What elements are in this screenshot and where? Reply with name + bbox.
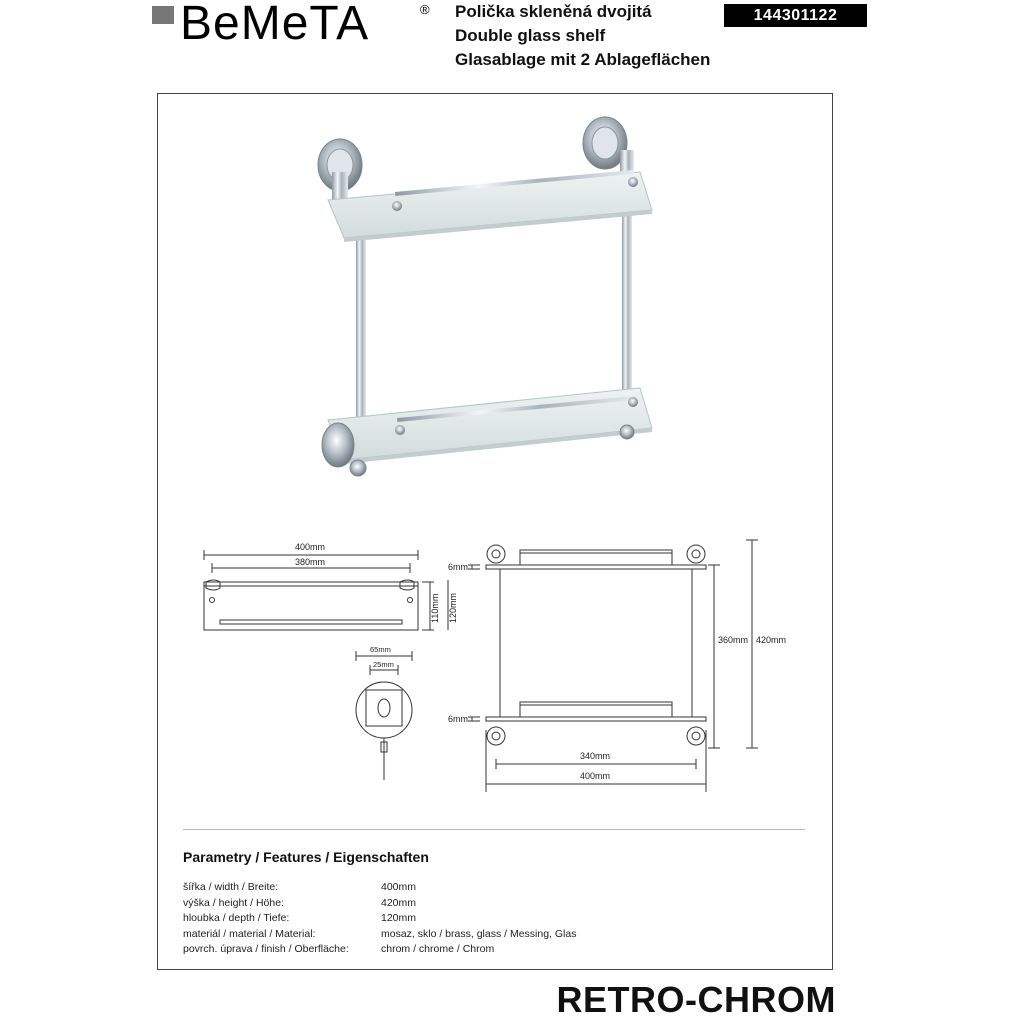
spec-label-finish: povrch. úprava / finish / Oberfläche: — [183, 943, 349, 956]
brand-name: BeMeTA — [180, 0, 370, 50]
side-view — [468, 540, 758, 792]
front-height-a-label: 110mm — [430, 593, 440, 623]
mount-dim-outer-label: 65mm — [370, 645, 391, 654]
top-left-mount — [318, 139, 362, 200]
side-height-outer-label: 420mm — [756, 635, 787, 645]
side-width-outer-label: 400mm — [580, 771, 611, 781]
product-code-badge: 144301122 — [724, 4, 867, 27]
spec-label-width: šířka / width / Breite: — [183, 881, 279, 893]
collection-name: RETRO-CHROM — [556, 979, 836, 1020]
front-view — [204, 550, 448, 630]
title-czech: Polička skleněná dvojitá — [455, 2, 652, 21]
title-english: Double glass shelf — [455, 26, 606, 45]
spec-value-height: 420mm — [381, 896, 417, 909]
registered-mark: ® — [420, 2, 430, 17]
bottom-glass-shelf — [328, 388, 652, 460]
title-german: Glasablage mit 2 Ablageflächen — [455, 50, 711, 69]
mount-detail-view — [356, 651, 412, 780]
spec-value-material: mosaz, sklo / brass, glass / Messing, Glas — [381, 927, 577, 940]
spec-value-width: 400mm — [381, 881, 417, 893]
front-width-outer-label: 400mm — [295, 542, 326, 552]
spec-value-finish: chrom / chrome / Chrom — [381, 943, 495, 956]
front-width-inner-label: 380mm — [295, 557, 326, 567]
left-support-rod — [356, 230, 366, 440]
section-divider — [183, 829, 805, 830]
features-title: Parametry / Features / Eigenschaften — [183, 849, 429, 865]
logo-square-mark — [152, 6, 174, 24]
front-height-b-label: 120mm — [448, 592, 458, 623]
technical-drawing — [190, 530, 790, 800]
spec-value-depth: 120mm — [381, 912, 417, 925]
side-height-inner-label: 360mm — [718, 635, 749, 645]
spec-label-depth: hloubka / depth / Tiefe: — [183, 912, 290, 925]
top-right-mount — [583, 117, 634, 176]
side-gap-top-label: 6mm — [448, 562, 468, 572]
spec-label-height: výška / height / Höhe: — [183, 896, 284, 909]
side-width-inner-label: 340mm — [580, 751, 611, 761]
side-gap-bottom-label: 6mm — [448, 714, 468, 724]
spec-label-material: materiál / material / Material: — [183, 927, 316, 940]
mount-dim-inner-label: 25mm — [373, 660, 394, 669]
brand-logo — [152, 0, 442, 52]
bottom-right-knob — [620, 425, 634, 439]
product-photo — [300, 110, 660, 490]
